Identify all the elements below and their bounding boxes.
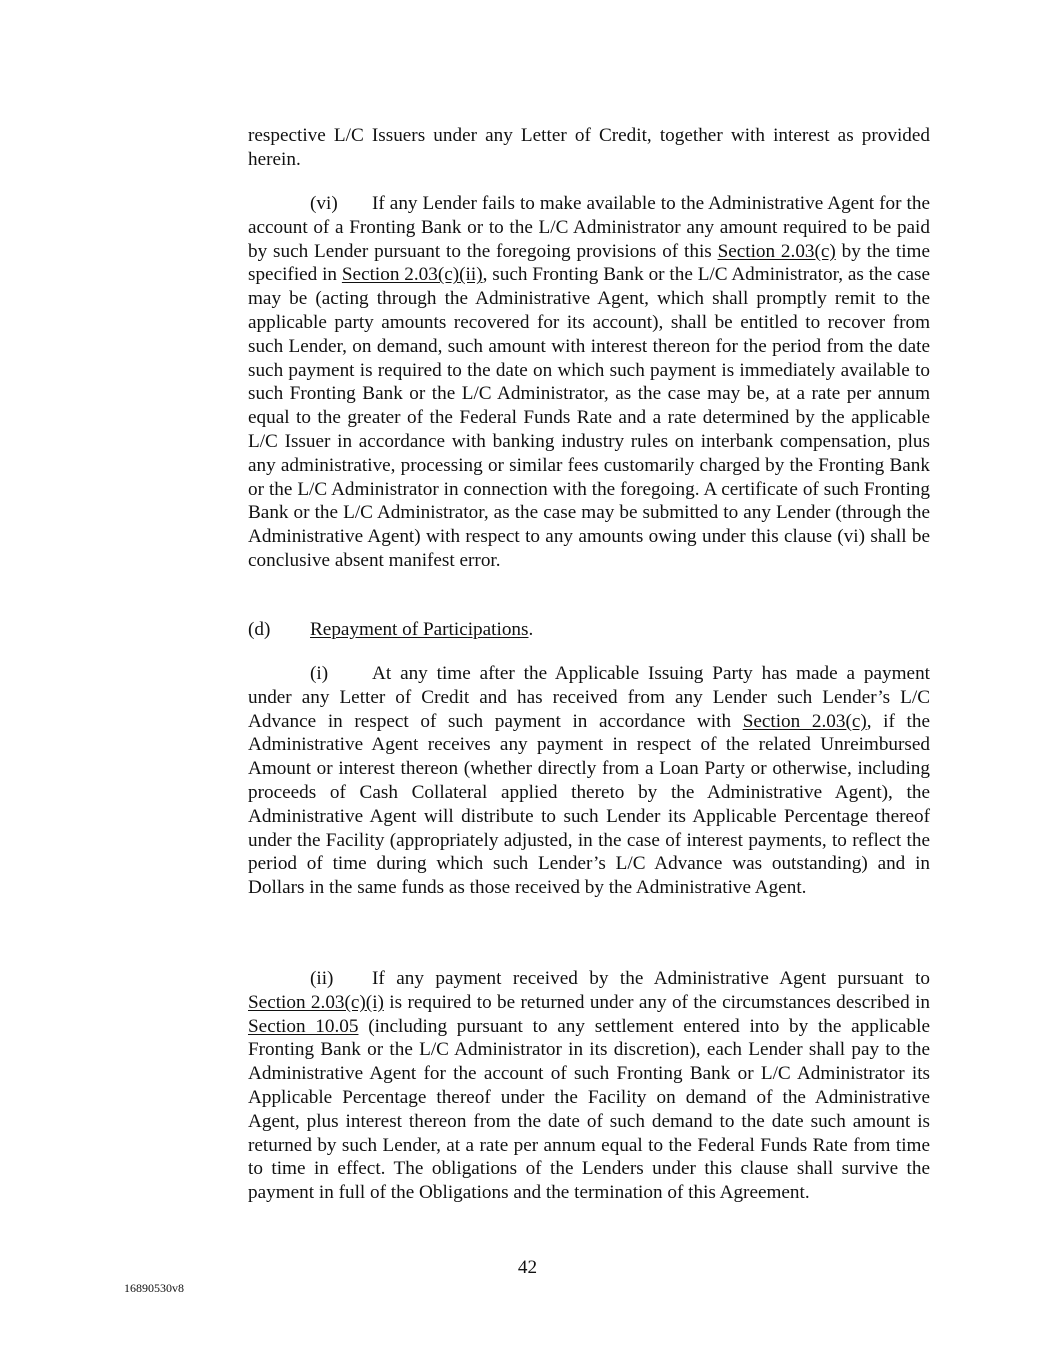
clause-label: (vi)	[310, 193, 338, 214]
section-reference: Section 10.05	[248, 1015, 359, 1037]
paragraph-continuation	[248, 124, 930, 172]
section-heading-d	[248, 618, 930, 642]
section-reference: Section 2.03(c)(ii)	[341, 264, 483, 286]
section-label: (d)	[248, 619, 271, 640]
section-title-suffix: .	[528, 619, 534, 640]
document-id: 16890530v8	[124, 1281, 184, 1295]
paragraph-vi	[248, 192, 930, 573]
section-title: Repayment of Participations	[310, 619, 529, 640]
paragraph-text: If any Lender fails to make available to the Administrative Agent for the account of a Fronting Bank or to the L/C Administrator any amount required to be paid by such Lender pursuant to the foregoing provisions of this	[248, 193, 930, 262]
section-reference: Section 2.03(c)	[717, 240, 836, 262]
paragraph-text: is required to be returned under any of the circumstances described in	[383, 991, 930, 1013]
paragraph-i	[248, 662, 930, 900]
paragraph-text: (including pursuant to any settlement entered into by the applicable Fronting Bank or the L/C Administrator in its discretion), each Lender shall pay to the Administrative Agent for the account of such Fronting Bank or L/C Administrator its Applicable Percentage thereof under the Facility on demand of the Administrative Agent, plus interest thereon from the date of such demand to the date such amount is returned by such Lender, at a rate per annum equal to the Federal Funds Rate from time to time in effect. The obligations of the Lenders under this clause shall survive the payment in full of the Obligations and the termination of this Agreement.	[248, 1015, 930, 1204]
section-reference: Section 2.03(c)	[742, 710, 867, 732]
paragraph-ii	[248, 967, 930, 1205]
paragraph-text: respective L/C Issuers under any Letter of Credit, together with interest as provided herein.	[248, 125, 930, 170]
section-reference: Section 2.03(c)(i)	[248, 991, 384, 1013]
paragraph-text: , if the Administrative Agent receives any payment in respect of the related Unreimbursed Amount or interest thereon (whether directly from a Loan Party or otherwise, including proceeds of Cash Collateral applied thereto by the Administrative Agent), the Administrative Agent will distribute to such Lender its Applicable Percentage thereof under the Facility (appropriately adjusted, in the case of interest payments, to reflect the period of time during which such Lender’s L/C Advance was outstanding) and in Dollars in the same funds as those received by the Administrative Agent.	[248, 710, 930, 899]
paragraph-text: At any time after the Applicable Issuing Party has made a payment under any Letter of Credit and has received from any Lender such Lender’s L/C Advance in respect of such payment in accordance with	[248, 663, 930, 732]
clause-label: (ii)	[310, 968, 334, 989]
page-number: 42	[517, 1257, 538, 1278]
paragraph-text: If any payment received by the Administrative Agent pursuant to	[372, 968, 930, 989]
paragraph-text: , such Fronting Bank or the L/C Administrator, as the case may be (acting through the Administrative Agent, which shall promptly remit to the applicable party amounts recovered for its account), shall be entitled to recover from such Lender, on demand, such amount with interest thereon for the period from the date such payment is required to the date on which such payment is immediately available to such Fronting Bank or the L/C Administrator, as the case may be, at a rate per annum equal to the greater of the Federal Funds Rate and a rate determined by the applicable L/C Issuer in accordance with banking industry rules on interbank compensation, plus any administrative, processing or similar fees customarily charged by the Fronting Bank or the L/C Administrator in connection with the foregoing. A certificate of such Fronting Bank or the L/C Administrator, as the case may be submitted to any Lender (through the Administrative Agent) with respect to any amounts owing under this clause (vi) shall be conclusive absent manifest error.	[248, 264, 930, 571]
clause-label: (i)	[310, 663, 329, 684]
paragraph-text: by the time specified in	[248, 240, 930, 286]
